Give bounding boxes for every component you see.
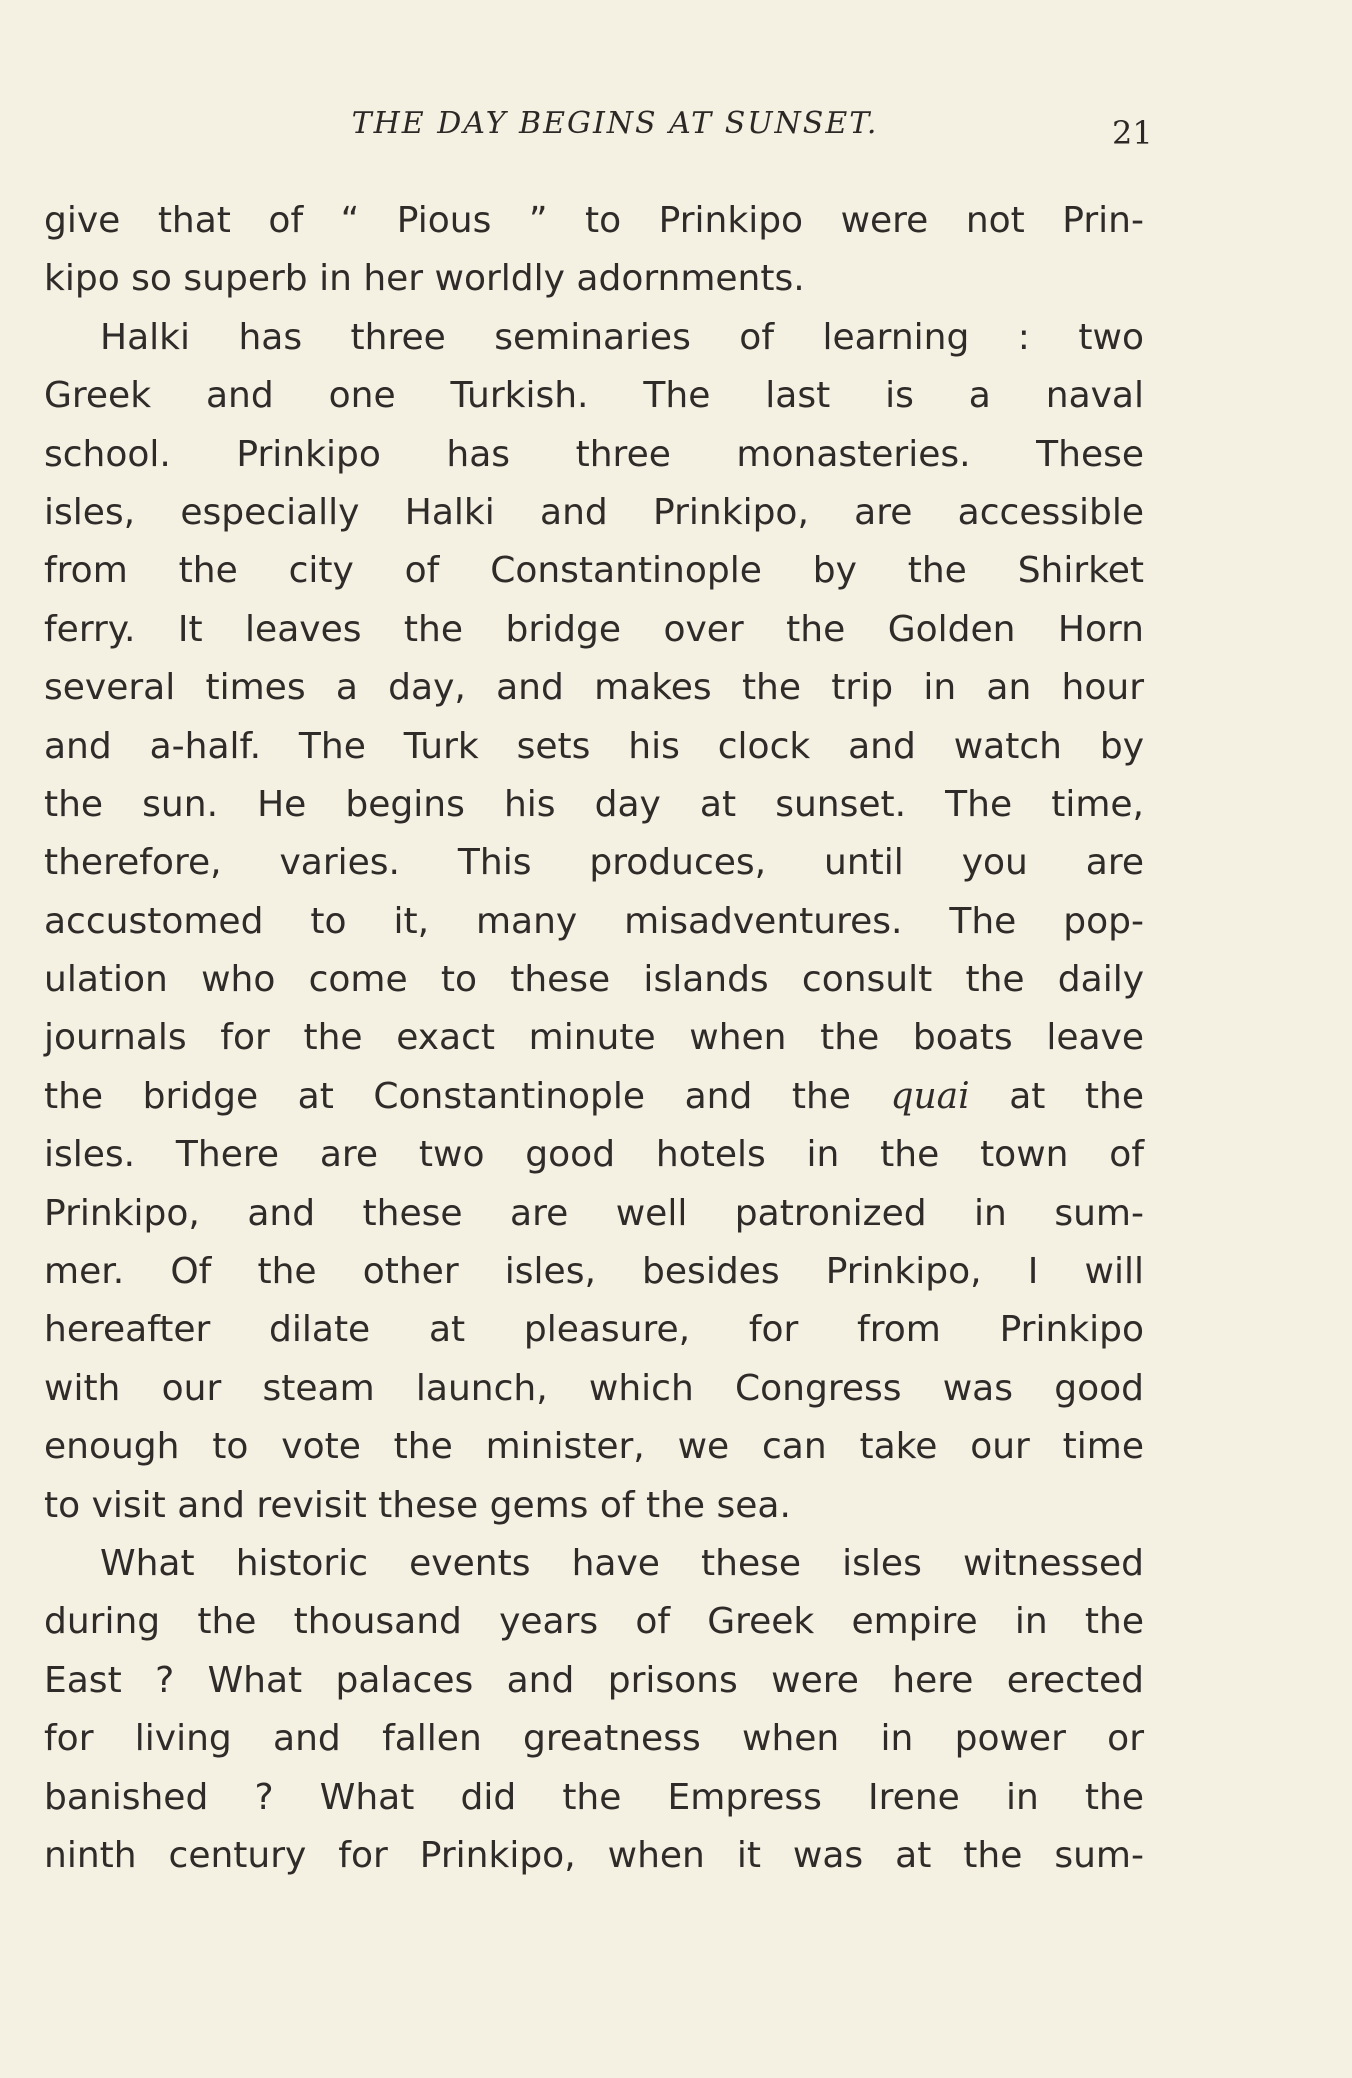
text-line: Prinkipo, and these are well patronized in sum- [44, 1192, 1144, 1234]
text-line: school. Prinkipo has three monasteries. These [44, 433, 1144, 475]
text-line: with our steam launch, which Congress was good [44, 1367, 1144, 1409]
text-line: for living and fallen greatness when in power or [44, 1718, 1144, 1760]
text-line: and a-half. The Turk sets his clock and watch by [44, 725, 1144, 767]
text-line: journals for the exact minute when the boats leave [44, 1017, 1144, 1059]
page-number: 21 [1112, 114, 1153, 152]
text-line: give that of “ Pious ” to Prinkipo were not Prin- [44, 200, 1144, 241]
text-line: isles. There are two good hotels in the town of [44, 1134, 1144, 1176]
text-line: during the thousand years of Greek empire in the [44, 1601, 1144, 1643]
text-line: mer. Of the other isles, besides Prinkipo, I will [44, 1251, 1144, 1293]
text-line: ulation who come to these islands consult the daily [44, 959, 1144, 1001]
text-line: several times a day, and makes the trip in an hour [44, 667, 1144, 709]
text-line: therefore, varies. This produces, until you are [44, 842, 1144, 884]
text-line: What historic events have these isles witnessed [100, 1542, 1144, 1584]
text-line-with-italic [44, 1068, 1144, 1126]
text-line: hereafter dilate at pleasure, for from Prinkipo [44, 1309, 1144, 1351]
text-line: ninth century for Prinkipo, when it was at the sum- [44, 1834, 1144, 1876]
text-line: ferry. It leaves the bridge over the Golden Horn [44, 608, 1144, 650]
italic-word: quai [890, 1075, 970, 1117]
text-line: banished ? What did the Empress Irene in the [44, 1776, 1144, 1818]
text-line: accustomed to it, many misadventures. The pop- [44, 900, 1144, 942]
body-text [44, 192, 1144, 1885]
text-line: Halki has three seminaries of learning : two [100, 316, 1144, 358]
text-line: to visit and revisit these gems of the sea. [44, 1484, 791, 1526]
running-title: THE DAY BEGINS AT SUNSET. [351, 106, 879, 141]
text-segment: the bridge at Constantinople and the [44, 1075, 851, 1117]
text-line: Greek and one Turkish. The last is a naval [44, 375, 1144, 417]
text-line: East ? What palaces and prisons were here erected [44, 1659, 1144, 1701]
text-line: enough to vote the minister, we can take our time [44, 1426, 1144, 1468]
text-segment: at the [1009, 1075, 1144, 1117]
text-line: kipo so superb in her worldly adornments. [44, 258, 805, 300]
text-line: the sun. He begins his day at sunset. The time, [44, 783, 1144, 825]
text-line: isles, especially Halki and Prinkipo, are accessible [44, 491, 1144, 533]
text-line: from the city of Constantinople by the Shirket [44, 550, 1144, 592]
